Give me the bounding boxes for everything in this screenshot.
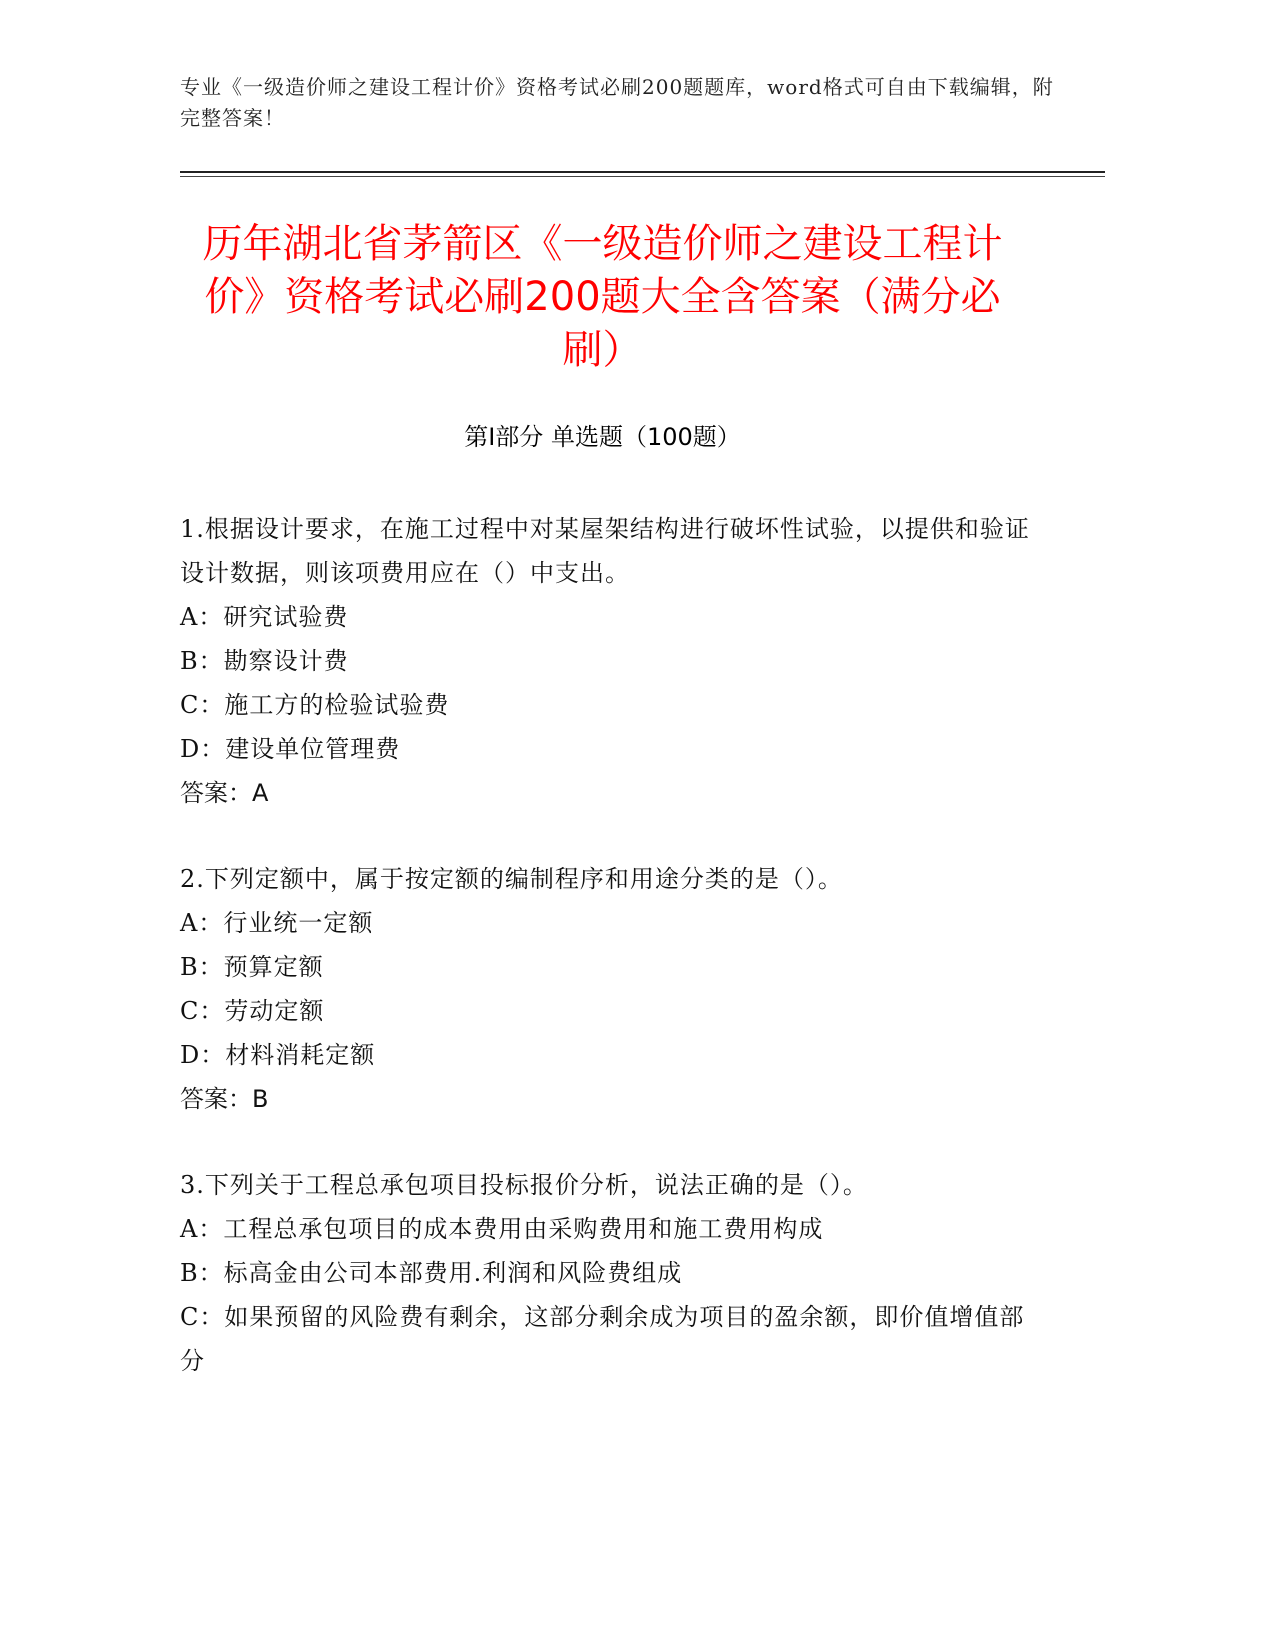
document-title: 历年湖北省茅箭区《一级造价师之建设工程计价》资格考试必刷200题大全含答案（满分必刷） [202,221,1003,373]
question-stem: 3.下列关于工程总承包项目投标报价分析，说法正确的是（）。 [180,1171,868,1199]
option-a [180,901,1030,945]
option-key: A： [180,909,224,937]
option-text: 标高金由公司本部费用.利润和风险费组成 [223,1259,683,1287]
option-key: A： [180,1215,224,1243]
option-text: 研究试验费 [223,603,349,631]
question-1 [180,507,1030,815]
section-heading: 第Ⅰ部分 单选题（100题） [464,423,741,451]
option-text: 勘察设计费 [223,647,349,675]
option-key: B： [180,647,224,675]
question-stem: 2.下列定额中，属于按定额的编制程序和用途分类的是（）。 [180,865,843,893]
header-divider-thick [180,171,1105,173]
option-d [180,1033,1030,1077]
option-key: B： [180,1259,224,1287]
option-key: D： [180,1041,226,1069]
option-key: A： [180,603,224,631]
option-a [180,595,1030,639]
option-key: B： [180,953,224,981]
option-c [180,683,1030,727]
option-text: 施工方的检验试验费 [224,691,450,719]
question-3 [180,1163,1030,1383]
option-c [180,1295,1030,1383]
option-key: C： [180,997,225,1025]
option-text: 预算定额 [223,953,324,981]
option-key: D： [180,735,226,763]
option-d [180,727,1030,771]
option-text: 劳动定额 [224,997,325,1025]
question-2 [180,857,1030,1121]
option-text: 工程总承包项目的成本费用由采购费用和施工费用构成 [223,1215,824,1243]
option-text: 行业统一定额 [223,909,374,937]
intro-text: 专业《一级造价师之建设工程计价》资格考试必刷200题题库，word格式可自由下载编辑，附完整答案！ [180,75,1054,130]
option-b [180,639,1030,683]
question-list [180,507,1030,1425]
option-text: 建设单位管理费 [225,735,401,763]
option-key: C： [180,691,225,719]
header-divider-thin [180,176,1105,177]
option-c [180,989,1030,1033]
option-b [180,1251,1030,1295]
question-stem: 1.根据设计要求，在施工过程中对某屋架结构进行破坏性试验，以提供和验证设计数据，则该项费用应在（）中支出。 [180,515,1030,587]
option-a [180,1207,1030,1251]
option-text: 如果预留的风险费有剩余，这部分剩余成为项目的盈余额，即价值增值部分 [180,1303,1025,1375]
option-key: C： [180,1303,225,1331]
option-text: 材料消耗定额 [225,1041,376,1069]
option-b [180,945,1030,989]
answer-line: 答案：A [180,779,269,807]
answer-line: 答案：B [180,1085,269,1113]
